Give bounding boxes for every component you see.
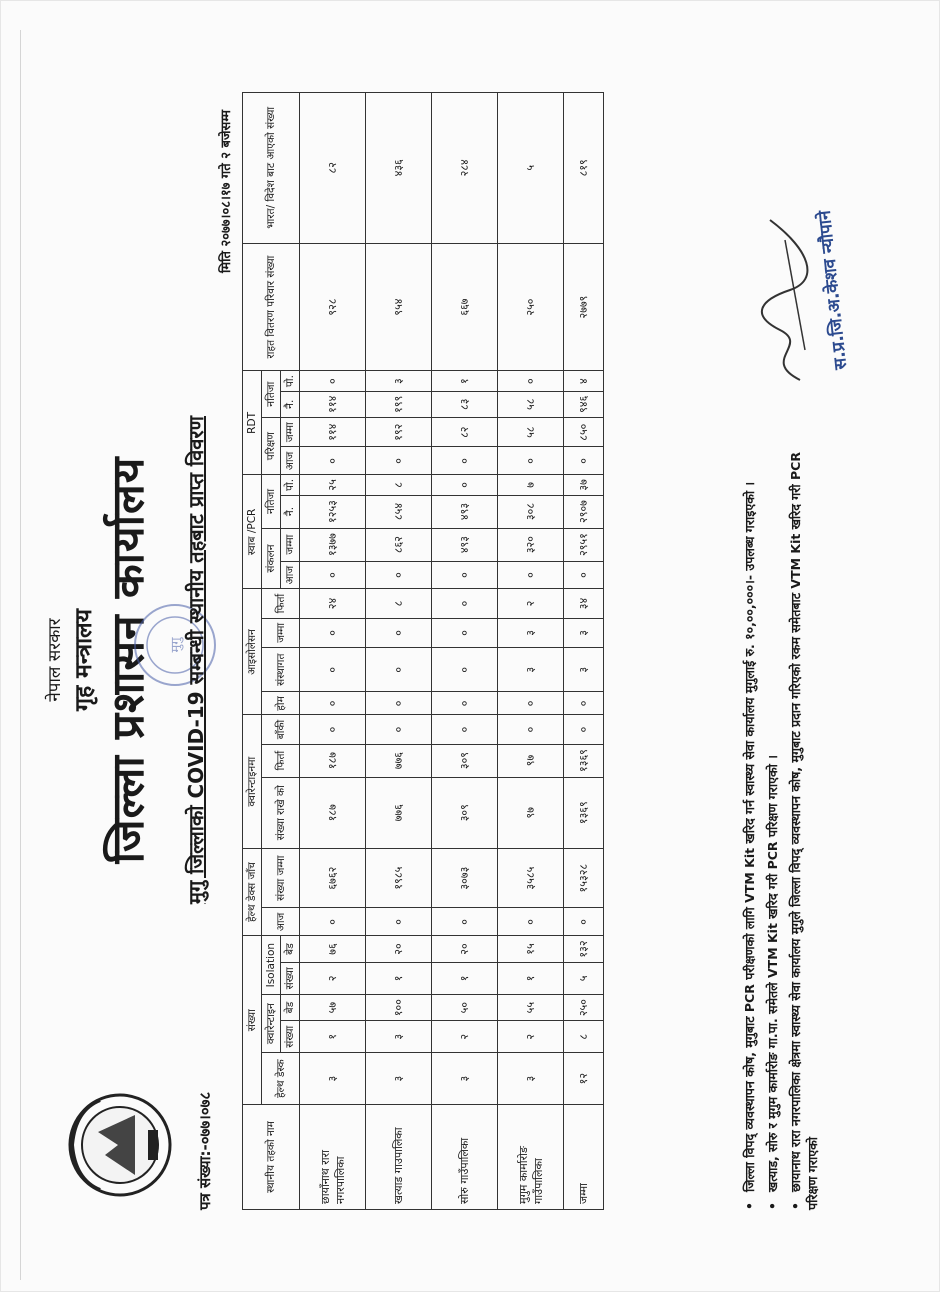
covid-data-table: [242, 92, 604, 1210]
col-swab-pcr: स्वाब /PCR: [243, 475, 262, 589]
stamp-text: मुगु: [169, 637, 184, 653]
cell-ic: ५: [564, 962, 604, 994]
cell-iso-total: ३: [564, 618, 604, 648]
table-row: [366, 93, 432, 1210]
col-local-level: स्थानीय तहको नाम: [243, 1105, 300, 1210]
cell-iso-ret: ८: [366, 589, 432, 618]
government-name: नेपाल सरकार: [45, 618, 65, 702]
cell-qc: २: [432, 1021, 498, 1053]
letter-number: पत्र संख्या:-०७७।०७८: [196, 1091, 214, 1210]
cell-inst: ३: [498, 648, 564, 692]
cell-q-ret: १८७: [300, 744, 366, 777]
cell-hd-total: १९८५: [366, 848, 432, 908]
table-row: [498, 93, 564, 1210]
cell-s-total: ३२०: [498, 528, 564, 561]
col-health-desk-check: हेल्थ डेक्स जाँच: [243, 848, 262, 936]
row-name: जम्मा: [564, 1105, 604, 1210]
cell-s-neg: २९०७: [564, 495, 604, 528]
col-isolation: Isolation: [262, 936, 281, 995]
cell-r-neg: ११४: [300, 391, 366, 417]
cell-iso-ret: २: [498, 589, 564, 618]
cell-r-today: ०: [300, 447, 366, 475]
cell-s-pos: ३७: [564, 475, 604, 495]
cell-foreign: २८४: [432, 93, 498, 244]
col-rdt: RDT: [243, 371, 262, 475]
cell-s-pos: ७: [498, 475, 564, 495]
cell-hd-total: ३०७३: [432, 848, 498, 908]
cell-iso-total: ०: [300, 618, 366, 648]
col-quarantine: क्वारेन्टाइन: [262, 994, 281, 1052]
cell-ic: १: [366, 962, 432, 994]
cell-inst: ०: [300, 648, 366, 692]
note-item: • जिल्ला विपद् व्यवस्थापन कोष, मुगुबाट PCR परीक्षणको लागि VTM Kit खरिद गर्न स्वास्थ्य सेवा कार्यालय मुगुलाई रु. १०,००,०००।- उपलब्ध गराइएको ।: [741, 110, 758, 1210]
cell-foreign: ४३६: [366, 93, 432, 244]
cell-r-neg: ५८: [498, 391, 564, 417]
cell-q-kept: ३०९: [432, 777, 498, 848]
table-body: [300, 93, 604, 1210]
cell-qb: ५०: [432, 994, 498, 1020]
cell-s-pos: ८: [366, 475, 432, 495]
table-row: [432, 93, 498, 1210]
col-s-positive: पो.: [281, 475, 300, 495]
col-s-negative: नै.: [281, 495, 300, 528]
table-row: [300, 93, 366, 1210]
cell-ic: १: [498, 962, 564, 994]
cell-r-neg: ९४६: [564, 391, 604, 417]
col-institutional: संस्थागत: [262, 648, 300, 692]
cell-ib: ७६: [300, 936, 366, 962]
col-isolation-np: आइसोलेसन: [243, 589, 262, 715]
cell-r-pos: ३: [366, 371, 432, 391]
cell-s-today: ०: [432, 561, 498, 589]
cell-s-neg: १२५३: [300, 495, 366, 528]
col-rdt-test: परिक्षण: [262, 417, 281, 474]
rotated-document: [30, 70, 910, 1250]
col-i-count: संख्या: [281, 962, 300, 994]
col-in-quarantine: क्वारेन्टाइनमा: [243, 715, 262, 848]
report-date: मिति २०७७।०८।१७ गते २ बजेसम्म: [219, 110, 234, 273]
cell-q-rem: ०: [366, 715, 432, 744]
row-name: मुगुम कार्मारोङ गाउँपालिका: [498, 1105, 564, 1210]
report-subtitle: मुगु जिल्लाको COVID-19 सम्बन्धी स्थानीय तहबाट प्राप्त विवरण: [184, 416, 208, 905]
note-item: • छायानाथ रारा नगरपालिका क्षेत्रमा स्वास्थ्य सेवा कार्यालय मुगुले जिल्ला विपद् व्यवस्थापन कोष, मुगुबाट प्रदान गरिएको रकम समेतबाट VTM Kit खरिद गरी PCR परिक्षण गराएको: [787, 450, 821, 1210]
cell-hd: ३: [300, 1053, 366, 1105]
cell-r-pos: ०: [300, 371, 366, 391]
ministry-name: गृह मन्त्रालय: [71, 609, 97, 711]
cell-s-total: ८६२: [366, 528, 432, 561]
cell-r-pos: १: [432, 371, 498, 391]
col-r-total: जम्मा: [281, 417, 300, 447]
col-q-kept: संख्या राखे को: [262, 777, 300, 848]
col-health-desk: हेल्थ डेस्क: [262, 1053, 300, 1105]
cell-q-ret: ९७: [498, 744, 564, 777]
cell-qc: ८: [564, 1021, 604, 1053]
cell-s-pos: २५: [300, 475, 366, 495]
cell-iso-ret: ०: [432, 589, 498, 618]
cell-iso-total: ०: [366, 618, 432, 648]
cell-home: ०: [498, 692, 564, 715]
cell-ib: २०: [366, 936, 432, 962]
cell-ic: २: [300, 962, 366, 994]
cell-home: ०: [366, 692, 432, 715]
cell-iso-ret: ३४: [564, 589, 604, 618]
cell-relief: ९२८: [300, 243, 366, 371]
table-row-total: [564, 93, 604, 1210]
col-hd-total: संख्या जम्मा: [262, 848, 300, 908]
cell-q-rem: ०: [432, 715, 498, 744]
cell-s-today: ०: [564, 561, 604, 589]
cell-foreign: ८२: [300, 93, 366, 244]
cell-r-total: ११४: [300, 417, 366, 447]
cell-q-kept: ७७६: [366, 777, 432, 848]
col-relief: राहत वितरण परिवार संख्या: [243, 243, 300, 371]
cell-q-ret: १३६९: [564, 744, 604, 777]
cell-relief: ९५४: [366, 243, 432, 371]
signatory-name: स.प्र.जि.अ.केशव न्याैपाने: [814, 209, 852, 371]
col-q-count: संख्या: [281, 1021, 300, 1053]
col-r-positive: पो.: [281, 371, 300, 391]
col-s-today: आज: [281, 561, 300, 589]
col-q-returned: फिर्ता: [262, 744, 300, 777]
cell-r-today: ०: [366, 447, 432, 475]
cell-r-pos: ४: [564, 371, 604, 391]
cell-relief: २५०: [498, 243, 564, 371]
cell-ib: २०: [432, 936, 498, 962]
cell-qb: ५७: [300, 994, 366, 1020]
cell-r-today: ०: [564, 447, 604, 475]
col-q-bed: बेड: [281, 994, 300, 1020]
cell-home: ०: [432, 692, 498, 715]
cell-hd-total: ६७६२: [300, 848, 366, 908]
row-name: छायाँनाथ रारा नगरपालिका: [300, 1105, 366, 1210]
cell-home: ०: [300, 692, 366, 715]
cell-q-kept: १८७: [300, 777, 366, 848]
cell-r-total: ८२: [432, 417, 498, 447]
col-home: होम: [262, 692, 300, 715]
cell-inst: ३: [564, 648, 604, 692]
cell-ib: १५: [498, 936, 564, 962]
cell-hd-total: १५३२८: [564, 848, 604, 908]
cell-r-total: १९२: [366, 417, 432, 447]
col-q-remaining: बाँकी: [262, 715, 300, 744]
cell-s-total: २९५१: [564, 528, 604, 561]
cell-s-neg: ८५४: [366, 495, 432, 528]
cell-q-ret: ३०९: [432, 744, 498, 777]
cell-ic: १: [432, 962, 498, 994]
cell-r-today: ०: [432, 447, 498, 475]
cell-r-today: ०: [498, 447, 564, 475]
cell-q-kept: ९७: [498, 777, 564, 848]
cell-home: ०: [564, 692, 604, 715]
col-swab-result: नतिजा: [262, 475, 281, 528]
cell-qb: ५५: [498, 994, 564, 1020]
cell-hd: १२: [564, 1053, 604, 1105]
col-iso-return: फिर्ता: [262, 589, 300, 618]
cell-s-today: ०: [366, 561, 432, 589]
cell-qc: १: [300, 1021, 366, 1053]
col-s-total: जम्मा: [281, 528, 300, 561]
cell-s-neg: ३०८: [498, 495, 564, 528]
cell-foreign: ५: [498, 93, 564, 244]
cell-r-pos: ०: [498, 371, 564, 391]
cell-hd: ३: [432, 1053, 498, 1105]
cell-relief: ६६७: [432, 243, 498, 371]
cell-qb: १००: [366, 994, 432, 1020]
cell-qb: २५०: [564, 994, 604, 1020]
cell-ib: १३२: [564, 936, 604, 962]
cell-q-rem: ०: [498, 715, 564, 744]
cell-hd-total: ३५८५: [498, 848, 564, 908]
cell-iso-total: ०: [432, 618, 498, 648]
cell-foreign: ८१९: [564, 93, 604, 244]
cell-hd-today: ०: [366, 908, 432, 936]
cell-inst: ०: [366, 648, 432, 692]
col-iso-total: जम्मा: [262, 618, 300, 648]
office-name: जिल्ला प्रशासन कार्यालय: [103, 456, 154, 864]
cell-s-pos: ०: [432, 475, 498, 495]
note-item: • खत्याड, सोरु र मुगुम कार्मारोङ गा.पा. समेतले VTM Kit खरिद गरी PCR परिक्षण गराएको ।: [764, 110, 781, 1210]
cell-r-total: ८५०: [564, 417, 604, 447]
cell-s-total: १३७७: [300, 528, 366, 561]
row-name: सोरु गाउँपालिका: [432, 1105, 498, 1210]
cell-r-neg: ८३: [432, 391, 498, 417]
cell-iso-total: ३: [498, 618, 564, 648]
cell-hd: ३: [498, 1053, 564, 1105]
col-count: संख्या: [243, 936, 262, 1105]
cell-s-today: ०: [498, 561, 564, 589]
cell-q-kept: १३६९: [564, 777, 604, 848]
col-rdt-result: नतिजा: [262, 371, 281, 417]
row-name: खत्याड गाउपालिका: [366, 1105, 432, 1210]
col-hd-today: आज: [262, 908, 300, 936]
col-r-today: आज: [281, 447, 300, 475]
cell-iso-ret: २४: [300, 589, 366, 618]
cell-hd: ३: [366, 1053, 432, 1105]
cell-s-today: ०: [300, 561, 366, 589]
signature-icon: [750, 210, 820, 390]
col-i-bed: बेड: [281, 936, 300, 962]
cell-qc: २: [498, 1021, 564, 1053]
cell-hd-today: ०: [432, 908, 498, 936]
cell-r-total: ५८: [498, 417, 564, 447]
col-r-negative: नै.: [281, 391, 300, 417]
cell-s-total: ४९३: [432, 528, 498, 561]
cell-relief: २७७९: [564, 243, 604, 371]
col-swab-collection: संकलन: [262, 528, 281, 589]
cell-q-rem: ०: [300, 715, 366, 744]
cell-inst: ०: [432, 648, 498, 692]
cell-q-ret: ७७६: [366, 744, 432, 777]
cell-q-rem: ०: [564, 715, 604, 744]
cell-qc: ३: [366, 1021, 432, 1053]
cell-r-neg: १९९: [366, 391, 432, 417]
col-foreign-return: भारत/ विदेश बाट आएको संख्या: [243, 93, 300, 244]
cell-s-neg: ४९३: [432, 495, 498, 528]
cell-hd-today: ०: [498, 908, 564, 936]
cell-hd-today: ०: [300, 908, 366, 936]
cell-hd-today: ०: [564, 908, 604, 936]
